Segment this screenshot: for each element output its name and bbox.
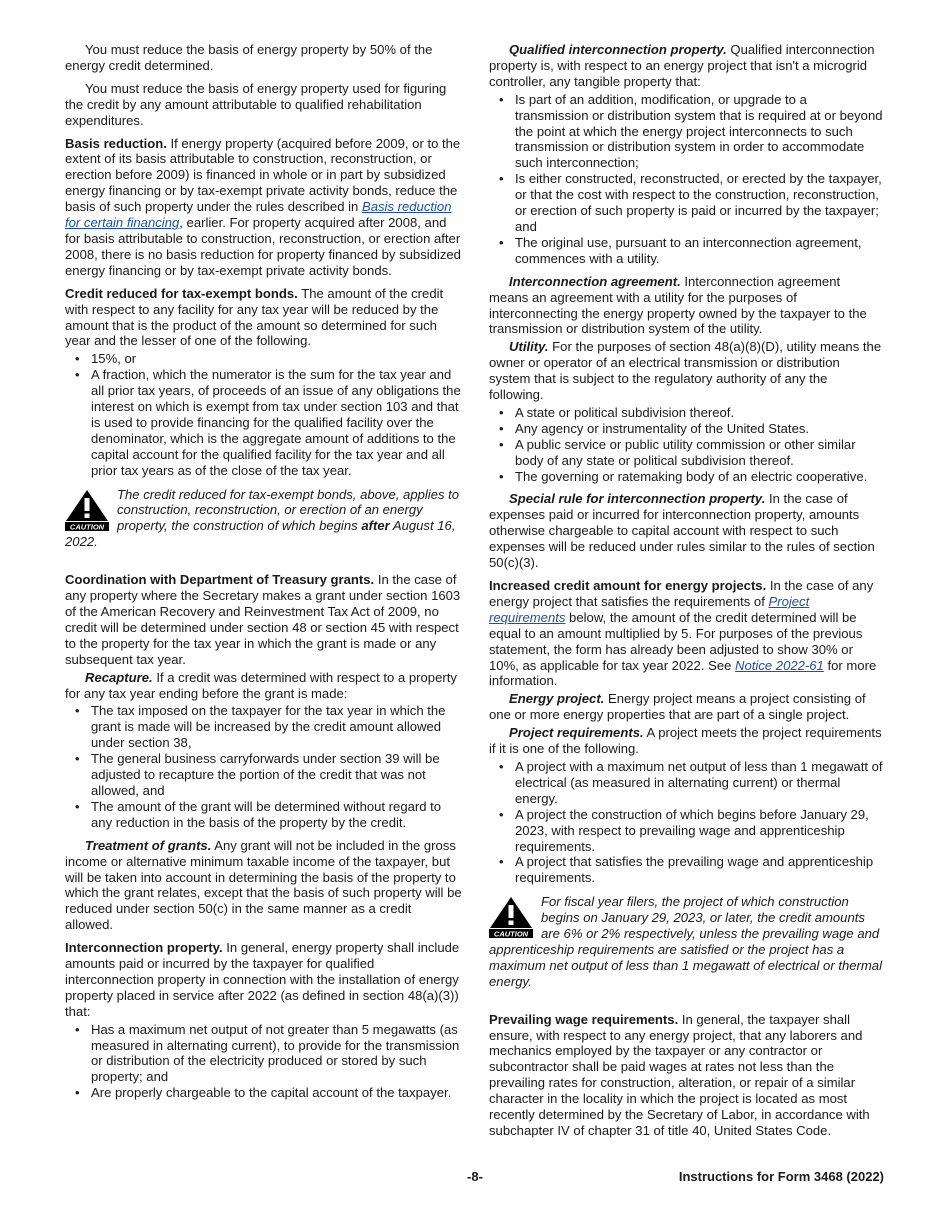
utility-paragraph: Utility. For the purposes of section 48(a)(8)(D), utility means the owner or operator of an electrical transmission or distribution system that is subject to the regulatory authority of any the following. <box>489 339 882 403</box>
energy-project-heading: Energy project. <box>509 691 605 707</box>
basis-reduction-paragraph: Basis reduction. If energy property (acquired before 2009, or to the extent of its basis attributable to construction, reconstruction, or erection before 2009) is financed in whole or in part by subsidized energy financing or by tax-exempt private activity bonds, reduce the basis of such property under the rules described in Basis reduction for certain financing, earlier. For property acquired after 2008, and for basis attributable to construction, reconstruction, or erection after 2008, there is no basis reduction for property financed by subsidized energy financing or by tax-exempt private activity bonds. <box>65 135 461 278</box>
list-item: • A fraction, which the numerator is the sum for the tax year and all prior tax years, of proceeds of an issue of any obligations the interest on which is exempt from tax under section 103 and that is used to provide financing for the qualified facility over the denominator, which is the aggregate amount of additions to the capital account for the qualified facility for the tax year and all prior tax years as of the close of the tax year. <box>91 367 462 478</box>
list-item: • Is part of an addition, modification, or upgrade to a transmission or distribution system that is required at or beyond the point at which the energy project interconnects to such transmission or distribution system in order to accommodate such interconnection; <box>515 92 883 172</box>
utility-list <box>489 405 883 485</box>
special-rule-heading: Special rule for interconnection property. <box>509 491 766 507</box>
notice-2022-61-link[interactable]: Notice 2022-61 <box>735 657 824 673</box>
project-requirements-link[interactable]: Project requirements <box>489 593 810 625</box>
rehab-paragraph: You must reduce the basis of energy property used for figuring the credit by any amount attributable to qualified rehabilitation expenditures. <box>65 80 447 128</box>
list-item: • 15%, or <box>91 351 462 367</box>
special-rule-paragraph: Special rule for interconnection property. In the case of expenses paid or incurred for interconnection property, amounts otherwise chargeable to capital account with respect to such expenses will be reduced under rules similar to the rules of section 50(c)(3). <box>489 491 875 571</box>
prevailing-wage-heading: Prevailing wage requirements. <box>489 1011 679 1027</box>
recapture-paragraph: Recapture. If a credit was determined with respect to a property for any tax year ending before the grant is made: <box>65 669 457 701</box>
energy-project-paragraph: Energy project. Energy project means a project consisting of one or more energy properties that are part of a single project. <box>489 691 866 723</box>
treatment-paragraph: Treatment of grants. Any grant will not be included in the gross income or alternative minimum taxable income of the taxpayer, but will be taken into account in determining the basis of the property to which the grant relates, except that the basis of such property will be reduced under section 50(c) in the same manner as a credit allowed. <box>65 837 462 933</box>
project-requirements-list <box>489 759 883 886</box>
qualified-interconnection-list <box>489 92 883 267</box>
list-item: • Are properly chargeable to the capital account of the taxpayer. <box>91 1085 462 1101</box>
list-item: • A project the construction of which begins before January 29, 2023, with respect to prevailing wage and apprenticeship requirements. <box>515 807 883 855</box>
credit-reduced-paragraph: Credit reduced for tax-exempt bonds. The amount of the credit with respect to any facility for any tax year will be reduced by the amount that is the product of the amount so determined for such year and the lesser of one of the following. <box>65 285 444 349</box>
list-item: • A project with a maximum net output of less than 1 megawatt of electrical (as measured in alternating current) or thermal energy. <box>515 759 883 807</box>
recapture-list <box>65 703 462 830</box>
caution-icon <box>489 896 533 938</box>
interconnection-paragraph: Interconnection property. In general, energy property shall include amounts paid or incurred by the taxpayer for qualified interconnection property in connection with the installation of energy property placed in service after 2022 (as defined in section 48(a)(3)) that: <box>65 940 460 1019</box>
caution-icon <box>65 489 109 531</box>
list-item: • The governing or ratemaking body of an electric cooperative. <box>515 469 883 485</box>
right-column <box>489 42 883 1146</box>
page-number: -8- <box>467 1169 483 1184</box>
list-item: • Has a maximum net output of not greater than 5 megawatts (as measured in alternating current), to provide for the transmission or distribution of the electricity produced or stored by such property; and <box>91 1022 462 1086</box>
project-requirements-paragraph: Project requirements. A project meets the project requirements if it is one of the following. <box>489 725 882 757</box>
list-item: • A state or political subdivision thereof. <box>515 405 883 421</box>
project-requirements-heading: Project requirements. <box>509 725 644 741</box>
svg-text:CAUTION: CAUTION <box>493 929 529 939</box>
recapture-heading: Recapture. <box>85 669 153 685</box>
interconnection-agreement-paragraph: Interconnection agreement. Interconnection agreement means an agreement with a utility for the purposes of interconnecting the energy property owned by the taxpayer to the transmission or distribution system of the utility. <box>489 273 867 337</box>
coordination-paragraph: Coordination with Department of Treasury grants. In the case of any property where the Secretary makes a grant under section 1603 of the American Recovery and Reinvestment Tax Act of 2009, no credit will be determined under section 48 or section 45 with respect to the property for the tax year in which the grant is made or any subsequent tax year. <box>65 572 461 667</box>
list-item: • The general business carryforwards under section 39 will be adjusted to recapture the portion of the credit that was not allowed, and <box>91 751 462 799</box>
list-item: • Any agency or instrumentality of the United States. <box>515 421 883 437</box>
list-item: • The amount of the grant will be determined without regard to any reduction in the basis of the property by the credit. <box>91 799 462 831</box>
prevailing-wage-paragraph: Prevailing wage requirements. In general, the taxpayer shall ensure, with respect to any energy project, that any laborers and mechanics employed by the taxpayer or any contractor or subcontractor shall be paid wages at rates not less than the prevailing rates for construction, alteration, or repair of a similar character in the locality in which the project is located as most recently determined by the Secretary of Labor, in accordance with subchapter IV of chapter 31 of title 40, United States Code. <box>489 1011 870 1138</box>
increased-credit-heading: Increased credit amount for energy projects. <box>489 578 767 593</box>
qualified-interconnection-heading: Qualified interconnection property. <box>509 42 727 57</box>
interconnection-agreement-heading: Interconnection agreement. <box>509 273 681 289</box>
credit-reduced-heading: Credit reduced for tax-exempt bonds. <box>65 285 298 301</box>
list-item: • The original use, pursuant to an interconnection agreement, commences with a utility. <box>515 235 883 267</box>
caution-note-tax-exempt: CAUTION The credit reduced for tax-exempt bonds, above, applies to construction, reconstruction, or erection of an energy property, the construction of which begins after August 16, 2022. <box>65 486 460 550</box>
credit-reduced-list <box>65 351 462 478</box>
list-item: • Is either constructed, reconstructed, or erected by the taxpayer, or that the cost with respect to the construction, reconstruction, or erection of such property is paid or incurred by the taxpayer; and <box>515 171 883 235</box>
basis-50-paragraph: You must reduce the basis of energy property by 50% of the energy credit determined. <box>65 42 433 73</box>
svg-text:CAUTION: CAUTION <box>69 522 105 531</box>
interconnection-heading: Interconnection property. <box>65 940 223 956</box>
list-item: • A public service or public utility commission or other similar body of any state or political subdivision thereof. <box>515 437 883 469</box>
caution-note-fiscal-year: CAUTION For fiscal year filers, the project of which construction begins on January 29, 2023, or later, the credit amounts are 6% or 2% respectively, unless the prevailing wage and apprenticeship requirements are satisfied or the project has a maximum net output of less than 1 megawatt of electrical or thermal energy. <box>489 894 882 989</box>
qualified-interconnection-paragraph: Qualified interconnection property. Qualified interconnection property is, with respect to an energy project that isn't a microgrid controller, any tangible property that: <box>489 42 875 89</box>
increased-credit-paragraph: Increased credit amount for energy projects. In the case of any energy project that satisfies the requirements of Project requirements below, the amount of the credit determined will be equal to an amount multiplied by 5. For purposes of the previous statement, the form has already been adjusted to show 30% or 10%, as applicable for tax year 2022. See Notice 2022-61 for more information. <box>489 578 877 689</box>
interconnection-list <box>65 1022 462 1102</box>
footer-title: Instructions for Form 3468 (2022) <box>678 1169 884 1184</box>
basis-reduction-heading: Basis reduction. <box>65 135 167 151</box>
coordination-heading: Coordination with Department of Treasury grants. <box>65 572 375 588</box>
list-item: • A project that satisfies the prevailing wage and apprenticeship requirements. <box>515 854 883 886</box>
left-column <box>65 42 462 1108</box>
list-item: • The tax imposed on the taxpayer for the tax year in which the grant is made will be increased by the credit amount allowed under section 38, <box>91 703 462 751</box>
utility-heading: Utility. <box>509 339 549 355</box>
basis-reduction-link[interactable]: Basis reduction for certain financing <box>65 199 452 231</box>
treatment-heading: Treatment of grants. <box>85 837 212 853</box>
